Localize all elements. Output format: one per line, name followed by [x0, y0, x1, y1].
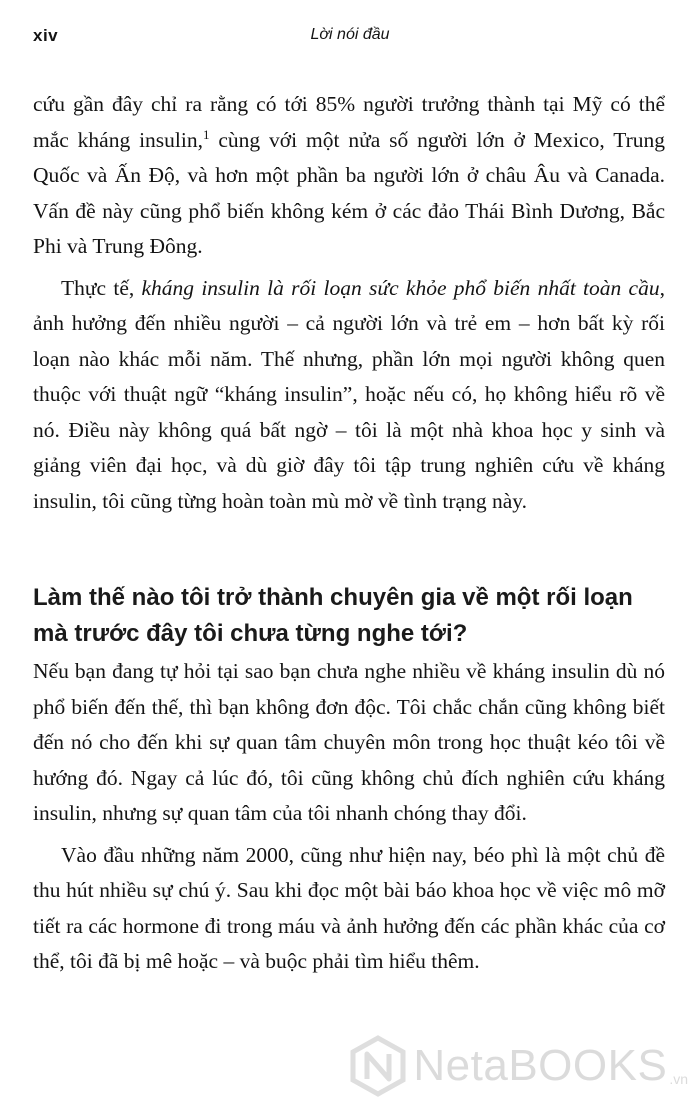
page-number: xiv — [33, 26, 59, 45]
paragraph-2-lead: Thực tế, — [61, 275, 142, 300]
section-heading-line-1: Làm thế nào tôi trở thành chuyên gia về một rối loạn — [33, 584, 633, 611]
watermark — [347, 1031, 688, 1101]
section-heading — [33, 580, 673, 652]
section-heading-line-2: mà trước đây tôi chưa từng nghe tới? — [33, 620, 468, 647]
paragraph-1-text: cứu gần đây chỉ ra rằng có tới 85% người trưởng thành tại Mỹ có thể mắc kháng insulin, — [33, 92, 665, 152]
section-2-body — [33, 654, 665, 980]
running-head — [33, 26, 667, 54]
footnote-marker: 1 — [203, 126, 210, 142]
section-1-body — [33, 87, 665, 519]
watermark-brand: NetaBOOKS — [413, 1041, 668, 1090]
paragraph-2 — [33, 271, 665, 520]
netabooks-logo-icon — [347, 1035, 409, 1097]
paragraph-4: Vào đầu những năm 2000, cũng như hiện nay, béo phì là một chủ đề thu hút nhiều sự chú ý. Sau khi đọc một bài báo khoa học về việc mô mỡ tiết ra các hormone đi trong máu và ảnh hưởng đến các phần khác của cơ thể, tôi đã bị mê hoặc – và buộc phải tìm hiểu thêm. — [33, 842, 665, 973]
paragraph-2-rest: , ảnh hưởng đến nhiều người – cả người lớn và trẻ em – hơn bất kỳ rối loạn nào khác mỗi năm. Thế nhưng, phần lớn mọi người không quen thuộc với thuật ngữ “kháng insulin”, hoặc nếu có, họ không hiểu rõ về nó. Điều này không quá bất ngờ – tôi là một nhà khoa học y sinh và giảng viên đại học, và dù giờ đây tôi tập trung nghiên cứu về kháng insulin, tôi cũng từng hoàn toàn mù mờ về tình trạng này. — [33, 275, 665, 513]
watermark-suffix: .vn — [669, 1071, 688, 1087]
paragraph-3: Nếu bạn đang tự hỏi tại sao bạn chưa nghe nhiều về kháng insulin dù nó phổ biến đến thế, thì bạn không đơn độc. Tôi chắc chắn cũng không biết đến nó cho đến khi sự quan tâm chuyên môn trong học thuật kéo tôi về hướng đó. Ngay cả lúc đó, tôi cũng không chủ đích nghiên cứu kháng insulin, nhưng sự quan tâm của tôi nhanh chóng thay đổi. — [33, 659, 665, 825]
paragraph-1-continuation: cùng với một nửa số người lớn ở Mexico, Trung Quốc và Ấn Độ, và hơn một phần ba người lớn ở châu Âu và Canada. Vấn đề này cũng phổ biến không kém ở các đảo Thái Bình Dương, Bắc Phi và Trung Đông. — [33, 127, 666, 258]
running-title: Lời nói đầu — [310, 26, 390, 43]
paragraph-1 — [33, 87, 665, 265]
paragraph-2-emphasis: kháng insulin là rối loạn sức khỏe phổ biến nhất toàn cầu — [141, 275, 660, 300]
